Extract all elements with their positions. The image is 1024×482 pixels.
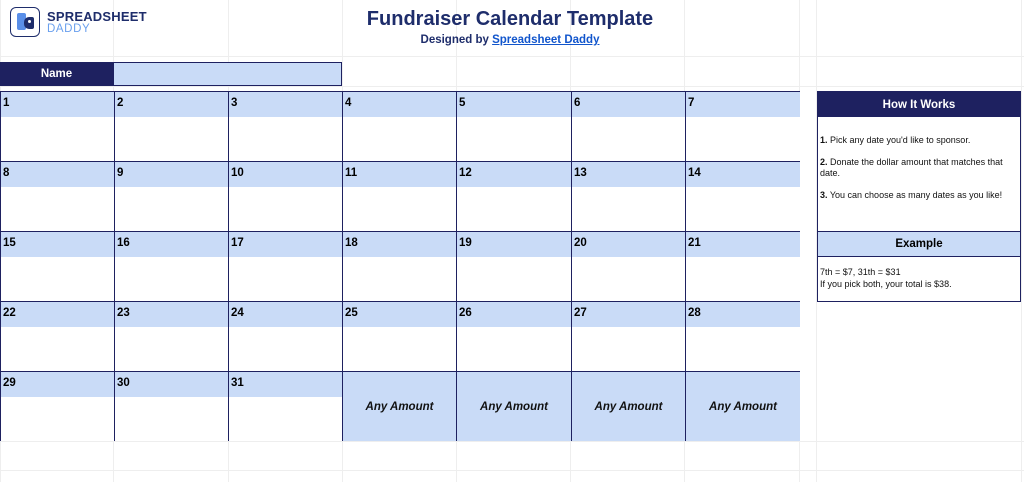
logo-text-line1: SPREADSHEET [47,9,147,24]
calendar-day-cell[interactable] [685,231,800,301]
step-1: 1. Pick any date you'd like to sponsor. [820,135,971,145]
day-number: 29 [1,372,114,397]
day-number: 21 [686,232,800,257]
calendar-day-cell[interactable] [0,91,114,161]
any-amount-label: Any Amount [594,400,663,413]
spreadsheet-daddy-logo [10,7,150,39]
calendar-grid [0,91,800,441]
day-number: 22 [1,302,114,327]
calendar-day-cell[interactable] [342,91,456,161]
calendar-day-cell[interactable] [0,371,114,441]
calendar-day-cell[interactable] [456,301,571,371]
day-number: 26 [457,302,571,327]
day-number: 31 [229,372,342,397]
day-number: 15 [1,232,114,257]
day-number: 9 [115,162,228,187]
designed-by [300,34,720,46]
day-number: 17 [229,232,342,257]
day-number: 1 [1,92,114,117]
calendar-day-cell[interactable] [342,231,456,301]
day-number: 20 [572,232,685,257]
day-number: 16 [115,232,228,257]
logo-text-line2: DADDY [47,23,91,35]
day-number: 4 [343,92,456,117]
day-number: 6 [572,92,685,117]
page-title: Fundraiser Calendar Template [366,8,654,30]
calendar-day-cell[interactable] [0,161,114,231]
example-text [820,267,952,290]
calendar-day-cell[interactable] [685,91,800,161]
name-label: Name [0,62,113,86]
calendar-day-cell[interactable] [685,301,800,371]
calendar-day-cell[interactable] [571,161,685,231]
any-amount-label: Any Amount [365,400,434,413]
day-number: 8 [1,162,114,187]
day-number: 3 [229,92,342,117]
calendar-day-cell[interactable] [228,371,342,441]
day-number: 7 [686,92,800,117]
calendar-day-cell[interactable] [0,231,114,301]
day-number: 5 [457,92,571,117]
calendar-day-cell[interactable] [456,231,571,301]
day-number: 25 [343,302,456,327]
calendar-day-cell[interactable] [0,301,114,371]
day-number: 30 [115,372,228,397]
day-number: 24 [229,302,342,327]
calendar-day-cell[interactable] [228,91,342,161]
designed-by-prefix: Designed by [420,34,493,46]
calendar-day-cell[interactable] [342,301,456,371]
calendar-day-cell[interactable] [114,301,228,371]
day-number: 28 [686,302,800,327]
calendar-day-cell[interactable] [228,161,342,231]
day-number: 14 [686,162,800,187]
calendar-day-cell[interactable] [571,231,685,301]
name-input[interactable] [113,62,342,86]
any-amount-cell[interactable] [342,371,456,441]
day-number: 10 [229,162,342,187]
day-number: 2 [115,92,228,117]
spreadsheet-daddy-link[interactable]: Spreadsheet Daddy [492,34,600,46]
any-amount-cell[interactable] [571,371,685,441]
how-it-works-panel [817,91,1021,302]
day-number: 19 [457,232,571,257]
calendar-day-cell[interactable] [685,161,800,231]
day-number: 13 [572,162,685,187]
calendar-day-cell[interactable] [456,161,571,231]
calendar-day-cell[interactable] [114,91,228,161]
calendar-day-cell[interactable] [571,91,685,161]
calendar-day-cell[interactable] [456,91,571,161]
day-number: 23 [115,302,228,327]
calendar-day-cell[interactable] [228,231,342,301]
any-amount-cell[interactable] [456,371,571,441]
day-number: 11 [343,162,456,187]
how-it-works-title: How It Works [818,92,1020,117]
day-number: 12 [457,162,571,187]
how-it-works-steps [818,117,1020,201]
calendar-day-cell[interactable] [114,371,228,441]
calendar-day-cell[interactable] [228,301,342,371]
day-number: 18 [343,232,456,257]
example-line-1: 7th = $7, 31th = $31 [820,267,901,277]
step-2: 2. Donate the dollar amount that matches that date. [820,156,1003,178]
calendar-day-cell[interactable] [114,161,228,231]
calendar-day-cell[interactable] [571,301,685,371]
any-amount-label: Any Amount [480,400,548,413]
example-title: Example [818,231,1020,257]
calendar-day-cell[interactable] [342,161,456,231]
step-3: 3. You can choose as many dates as you like! [820,189,1003,200]
logo-mark-icon [10,7,40,37]
day-number: 27 [572,302,685,327]
any-amount-cell[interactable] [685,371,800,441]
any-amount-label: Any Amount [709,400,777,413]
calendar-day-cell[interactable] [114,231,228,301]
example-line-2: If you pick both, your total is $38. [820,278,952,289]
